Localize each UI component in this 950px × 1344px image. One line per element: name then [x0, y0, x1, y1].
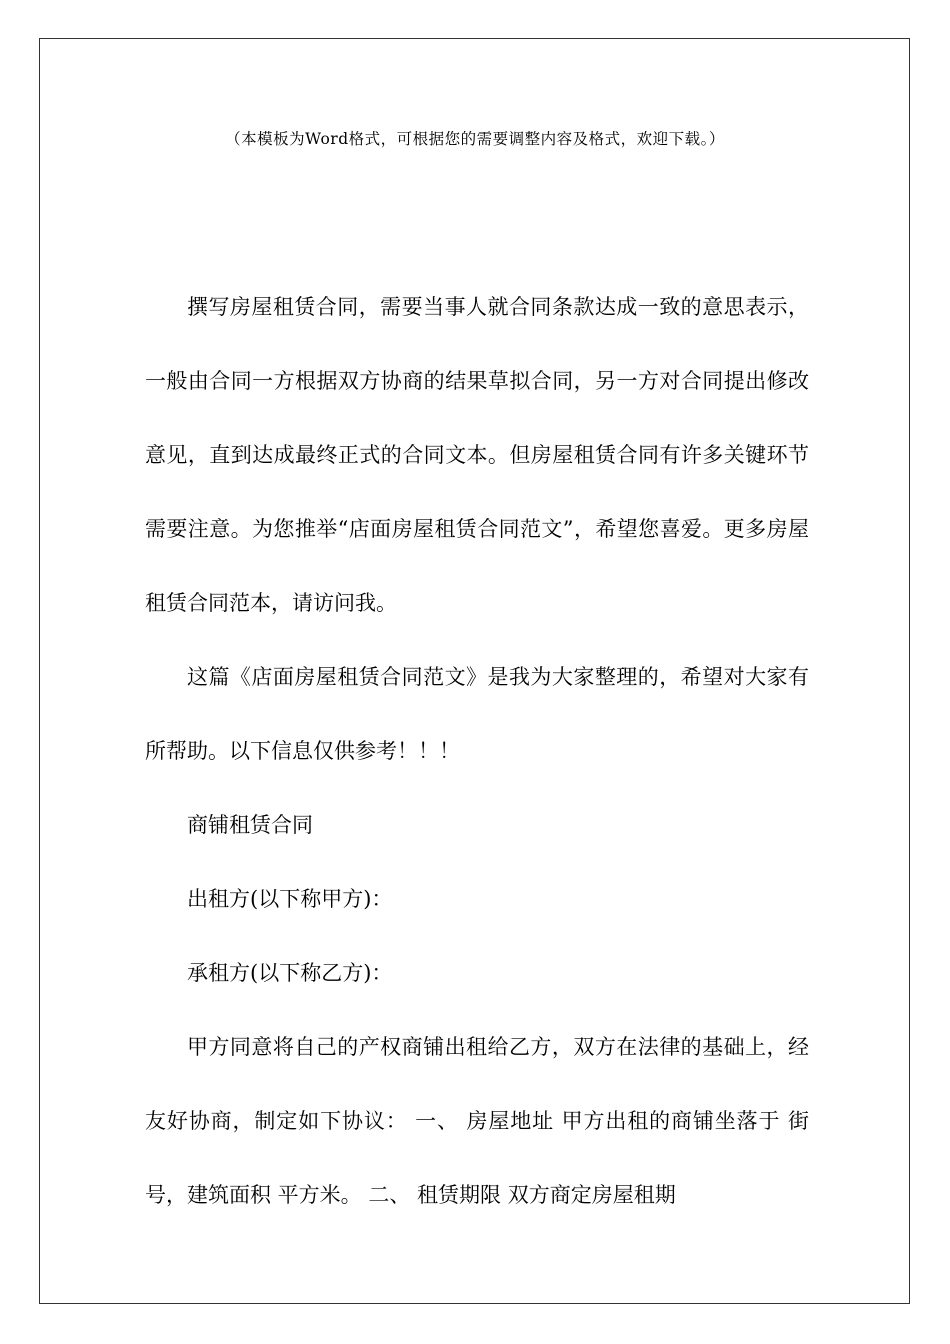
template-note: （本模板为Word格式，可根据您的需要调整内容及格式，欢迎下载。） [225, 130, 725, 148]
lessor-line: 出租方(以下称甲方)： [187, 887, 393, 911]
agreement-paragraph: 甲方同意将自己的产权商铺出租给乙方，双方在法律的基础上，经友好协商，制定如下协议： 一、 房屋地址 甲方出租的商铺坐落于 街 号，建筑面积 平方米。 二、 租赁期限 双方商定房屋租期 [145, 1035, 809, 1207]
document-body [145, 270, 809, 1232]
reference-paragraph: 这篇《店面房屋租赁合同范文》是我为大家整理的，希望对大家有所帮助。以下信息仅供参考！！！ [145, 665, 809, 763]
intro-paragraph: 撰写房屋租赁合同，需要当事人就合同条款达成一致的意思表示，一般由合同一方根据双方协商的结果草拟合同，另一方对合同提出修改意见，直到达成最终正式的合同文本。但房屋租赁合同有许多关键环节需要注意。为您推举“店面房屋租赁合同范文”，希望您喜爱。更多房屋租赁合同范本，请访问我。 [145, 295, 809, 615]
lessee-line: 承租方(以下称乙方)： [187, 961, 393, 985]
contract-title: 商铺租赁合同 [187, 813, 313, 837]
